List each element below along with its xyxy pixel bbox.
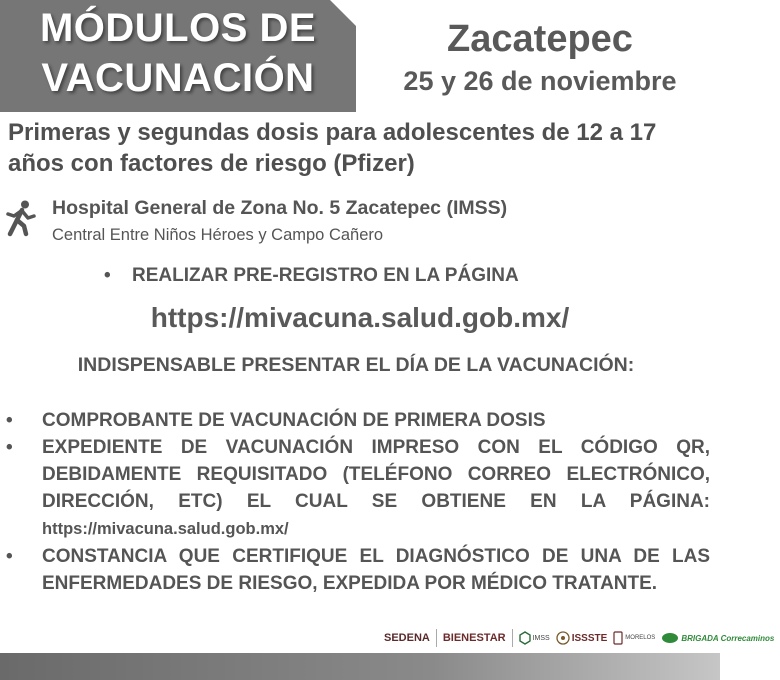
issste-logo [556,631,608,645]
imss-label: IMSS [532,634,550,642]
bullet: • [6,546,13,567]
list-item [6,407,710,434]
town-name: Zacatepec [447,18,633,60]
issste-label: ISSSTE [571,632,608,644]
requirements-list [6,407,710,597]
bullet: • [104,265,111,286]
issste-emblem-icon [556,631,570,645]
hospital-name: Hospital General de Zona No. 5 Zacatepec (IMSS) [52,197,508,219]
footer-logos [384,625,780,651]
sedena-logo: SEDENA [384,632,430,644]
list-item [6,434,710,543]
requirement-text: EXPEDIENTE DE VACUNACIÓN IMPRESO CON EL CÓDIGO QR, DEBIDAMENTE REQUISITADO (TELÉFONO CORREO ELECTRÓNICO, DIRECCIÓN, ETC) EL CUAL SE OBTIENE EN LA PÁGINA: [42,437,710,512]
preregistration-text: REALIZAR PRE-REGISTRO EN LA PÁGINA [132,265,519,286]
event-dates: 25 y 26 de noviembre [403,66,677,96]
preregistration-line [104,265,519,287]
morelos-label: MORELOS [625,635,656,641]
title-line-2: VACUNACIÓN [41,56,315,100]
requirement-text: COMPROBANTE DE VACUNACIÓN DE PRIMERA DOSIS [42,410,546,431]
title-line-1: MÓDULOS DE [39,6,317,50]
registration-url[interactable]: https://mivacuna.salud.gob.mx/ [150,302,570,333]
divider [512,629,513,647]
imss-logo [519,631,550,645]
requirement-text: CONSTANCIA QUE CERTIFIQUE EL DIAGNÓSTICO DE UNA DE LAS ENFERMEDADES DE RIESGO, EXPEDIDA POR MÉDICO TRATANTE. [42,546,710,594]
walking-person-icon [4,200,36,236]
requirements-heading: INDISPENSABLE PRESENTAR EL DÍA DE LA VACUNACIÓN: [77,354,635,376]
morelos-logo [613,631,655,645]
morelos-emblem-icon [613,631,623,645]
bottom-band [0,653,720,680]
inline-url[interactable]: https://mivacuna.salud.gob.mx/ [42,520,289,538]
hospital-address: Central Entre Niños Héroes y Campo Cañero [52,226,384,244]
brigada-label: BRIGADA Correcaminos [681,633,775,643]
brigada-logo [661,632,774,644]
subtitle: Primeras y segundas dosis para adolescentes de 12 a 17 años con factores de riesgo (Pfizer) [8,119,657,177]
divider [436,629,437,647]
list-item [6,543,710,597]
bullet: • [6,437,13,458]
imss-emblem-icon [519,631,531,645]
brigada-emblem-icon [661,632,679,644]
bullet: • [6,410,13,431]
bienestar-logo: BIENESTAR [442,632,506,644]
